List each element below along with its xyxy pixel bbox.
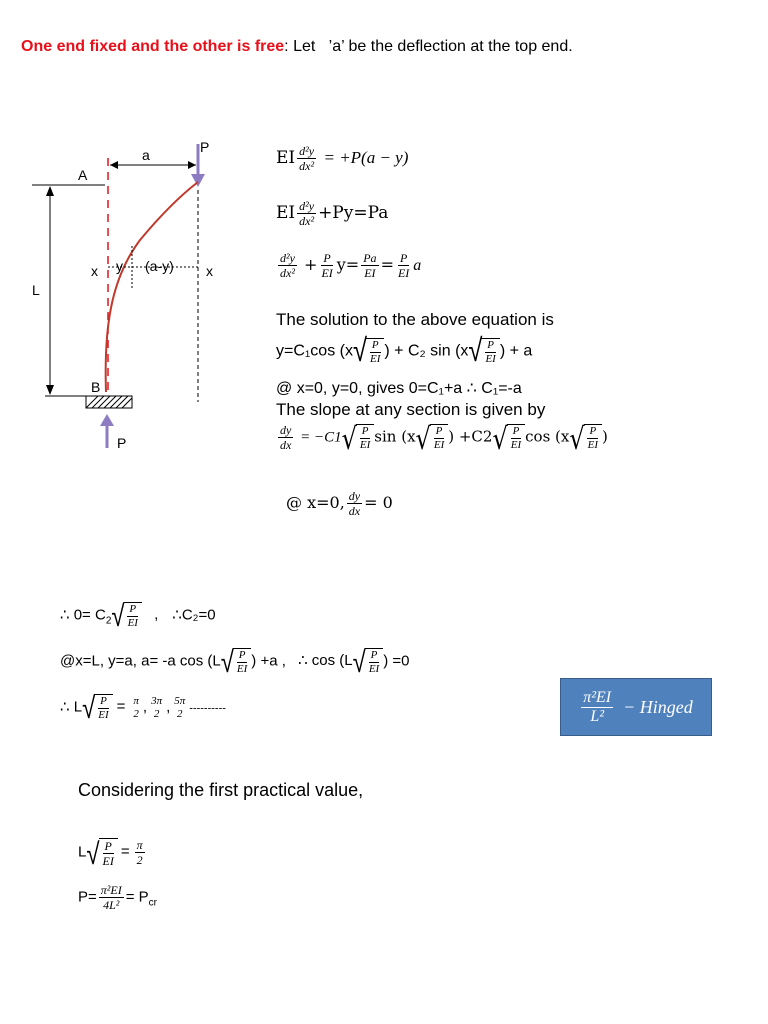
hinged-result-box: $\frac{\text{π²EI}}{\text{L²}}$ − Hinged [560, 678, 712, 736]
label-p-bottom: P [117, 435, 127, 451]
equation-2: EI $\frac{\text{d²y}}{\text{dx²}}$ +Py=Pa [276, 199, 389, 228]
label-x-right: x [206, 263, 213, 279]
slope-intro: The slope at any section is given by [276, 400, 546, 419]
arrowhead-right [188, 161, 196, 169]
dim-arrow-up [46, 186, 54, 196]
slope-equation: $\frac{dy}{dx}$ = −C1 √ $\frac{P}{EI}$ sin (x √ $\frac{P}{EI}$ ) +C2 √ $\frac{P}{EI}$ cos (x √ $\frac{P}{EI}$ ) [280, 421, 608, 457]
label-p-top: P [200, 139, 210, 155]
label-B: B [91, 379, 101, 395]
solution-equation: y=C₁cos (x √ $\frac{P}{EI}$ ) + C₂ sin (x √ $\frac{P}{EI}$ ) + a [276, 333, 533, 369]
dim-arrow-down [46, 385, 54, 395]
label-a: a [142, 147, 150, 163]
c2-equation: ∴ $0= C_2$ √ $\frac{P}{EI}$ , ∴C₂=0 [60, 599, 216, 634]
label-y: y [116, 258, 123, 274]
deflected-column [106, 182, 198, 392]
column-diagram [0, 130, 250, 460]
label-L: L [32, 282, 40, 298]
title-rest: : Let ’a’ be the deflection at the top end. [284, 38, 573, 55]
label-x-left: x [91, 263, 98, 279]
equation-1: EI $\frac{\text{d²y}}{\text{dx²}}$ = +P(a − y) [276, 144, 409, 173]
title-highlight: One end fixed and the other is free [21, 38, 285, 55]
arrowhead-left [110, 161, 118, 169]
page-title [21, 38, 573, 56]
bottom-reaction-arrowhead [100, 414, 114, 426]
first-value-equation: L √ $\frac{P}{EI}$ = $\frac{\pi}{2}$ [78, 837, 143, 872]
solution-intro: The solution to the above equation is [276, 310, 554, 329]
considering-text: Considering the first practical value, [78, 780, 364, 800]
equation-3: $\frac{\text{d²y}}{\text{dx²}}$ + $\frac{P}{EI}$ y= $\frac{Pa}{EI}$ = $\frac{P}{EI}$ a [280, 251, 422, 280]
label-A: A [78, 167, 88, 183]
boundary-condition-1: @ x=0, y=0, gives 0=C₁+a ∴ C₁=-a [276, 380, 522, 397]
end-condition-equation: @x=L, y=a, a= -a cos (L √ $\frac{P}{EI}$ ) +a , ∴ cos (L √ $\frac{P}{EI}$ ) =0 [60, 645, 410, 680]
boundary-condition-2: @ x=0, $\frac{dy}{dx}$ = 0 [286, 489, 393, 518]
critical-load-equation: P= $\frac{\text{π²EI}}{\text{4L²}}$ = $P_{cr}$ [78, 883, 157, 912]
label-a-minus-y: (a-y) [145, 258, 174, 274]
fixed-support [86, 396, 132, 408]
roots-equation: ∴ L √ $\frac{P}{EI}$ = π 2 , 3π 2 , 5π 2 ---------- [60, 691, 226, 726]
